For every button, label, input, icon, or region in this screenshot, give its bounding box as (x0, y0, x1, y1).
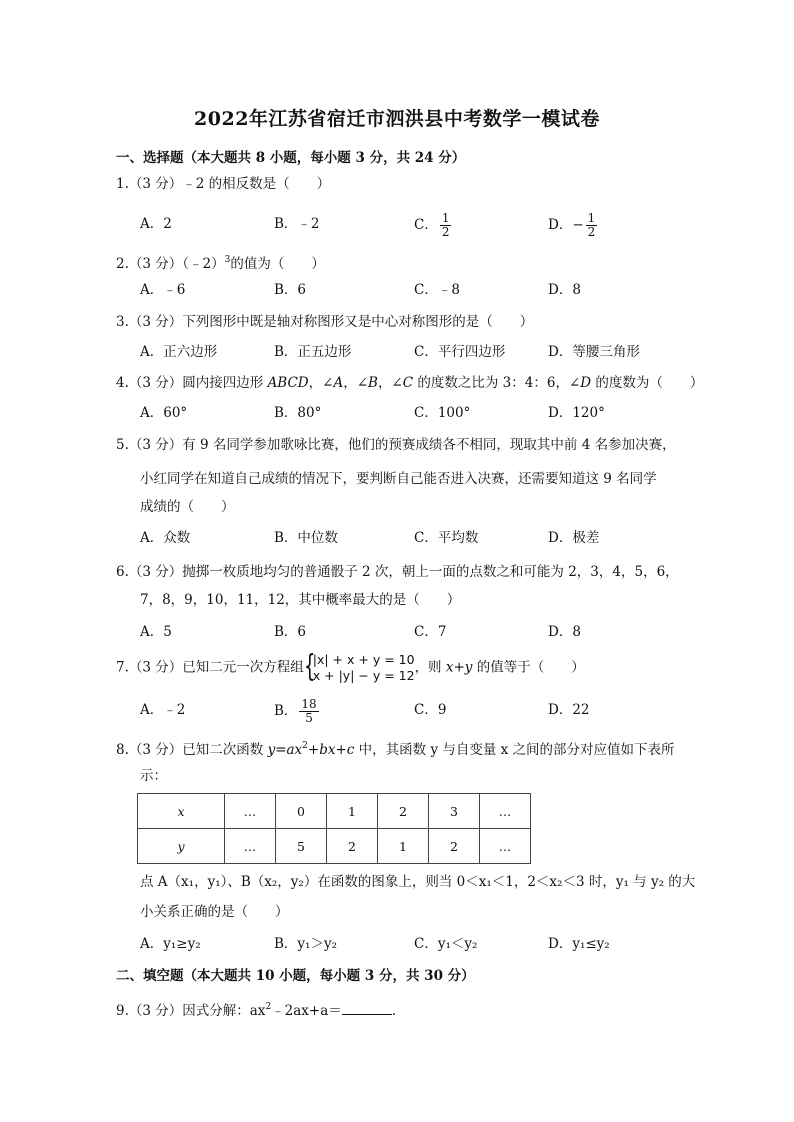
option-b: B． $\frac{18}{5}$ (274, 697, 317, 725)
question-4-stem: 4.（3 分）圆内接四边形 ABCD，∠A，∠B，∠C 的度数之比为 3：4：6，∠D 的度数为（ ） (116, 375, 704, 391)
table-cell: 5 (276, 829, 327, 864)
question-6-options (140, 620, 700, 644)
table-cell: 0 (276, 794, 327, 829)
option-c: C．7 (414, 624, 447, 640)
question-8-stem-line-2: 示： (140, 768, 167, 784)
option-a: A．2 (140, 216, 172, 232)
question-2-options (140, 278, 700, 302)
option-b: B．正五边形 (274, 344, 352, 360)
option-b: B．﹣2 (274, 216, 320, 232)
option-b: B．6 (274, 624, 307, 640)
table-cell: 3 (429, 794, 480, 829)
value-table (137, 793, 531, 864)
option-a: A．60° (140, 405, 188, 421)
equation-system: { |x| + x + y = 10 x + |y| − y = 12 (303, 649, 415, 684)
option-d: D．8 (548, 624, 581, 640)
option-b: B．中位数 (274, 530, 338, 546)
question-5-options (140, 526, 700, 550)
fraction: $\frac{1}{2}$ (587, 211, 596, 239)
table-cell: … (480, 794, 531, 829)
table-cell: y (138, 829, 225, 864)
question-7-stem: 7.（3 分）已知二元一次方程组 { |x| + x + y = 10 x + |y| − y = 12 ，则 x+y 的值等于（ ） (116, 649, 585, 684)
question-3-options (140, 340, 700, 364)
option-d: D．8 (548, 282, 581, 298)
table-row (138, 829, 531, 864)
option-c: C．100° (414, 405, 471, 421)
option-a: A．﹣2 (140, 702, 186, 718)
option-b: B．y₁＞y₂ (274, 936, 337, 952)
option-d: D．等腰三角形 (548, 344, 640, 360)
table-cell: 1 (327, 794, 378, 829)
table-cell: … (225, 829, 276, 864)
table-cell: 2 (327, 829, 378, 864)
option-c: C．平行四边形 (414, 344, 506, 360)
question-8-options (140, 932, 700, 956)
option-c: C．﹣8 (414, 282, 460, 298)
section-heading-choice: 一、选择题（本大题共 8 小题，每小题 3 分，共 24 分） (116, 150, 466, 166)
option-b: B．80° (274, 405, 322, 421)
question-5-stem-line-3: 成绩的（ ） (140, 499, 235, 515)
page-title: 2022年江苏省宿迁市泗洪县中考数学一模试卷 (194, 108, 600, 130)
option-d: D．y₁≤y₂ (548, 936, 610, 952)
option-a: A．5 (140, 624, 172, 640)
option-c: C．9 (414, 702, 447, 718)
option-a: A．﹣6 (140, 282, 186, 298)
option-d: D．120° (548, 405, 605, 421)
option-a: A．众数 (140, 530, 191, 546)
question-3-stem: 3.（3 分）下列图形中既是轴对称图形又是中心对称图形的是（ ） (116, 314, 534, 330)
question-2-stem: 2.（3 分）（﹣2）$^3$的值为（ ） (116, 255, 325, 272)
table-cell: … (480, 829, 531, 864)
option-d: D．− $\frac{1}{2}$ (548, 211, 596, 239)
question-5-stem-line-2: 小红同学在知道自己成绩的情况下，要判断自己能否进入决赛，还需要知道这 9 名同学 (140, 471, 657, 487)
question-1-stem: 1.（3 分）﹣2 的相反数是（ ） (116, 176, 331, 192)
section-heading-fill-in: 二、填空题（本大题共 10 小题，每小题 3 分，共 30 分） (116, 968, 475, 984)
question-4-options (140, 401, 700, 425)
option-b: B．6 (274, 282, 307, 298)
fraction: $\frac{1}{2}$ (441, 211, 450, 239)
question-6-stem-line-2: 7，8，9，10，11，12，其中概率最大的是（ ） (140, 592, 461, 608)
question-6-stem-line-1: 6.（3 分）抛掷一枚质地均匀的普通骰子 2 次，朝上一面的点数之和可能为 2，3，4，5，6， (116, 564, 679, 580)
option-c: C．平均数 (414, 530, 479, 546)
option-c: C． $\frac{1}{2}$ (414, 211, 450, 239)
question-7-options (140, 697, 700, 725)
option-c: C．y₁＜y₂ (414, 936, 478, 952)
option-a: A．正六边形 (140, 344, 218, 360)
table-cell: … (225, 794, 276, 829)
question-8-stem-line-3: 点 A（x₁，y₁）、B（x₂，y₂）在函数的图象上，则当 0＜x₁＜1，2＜x₂＜3 时，y₁ 与 y₂ 的大 (140, 874, 696, 890)
option-a: A．y₁≥y₂ (140, 936, 201, 952)
table-cell: x (138, 794, 225, 829)
option-d: D．22 (548, 702, 590, 718)
question-9-stem: 9.（3 分）因式分解：$ax^2﹣2ax+a=$ . (116, 1002, 397, 1019)
question-8-stem-line-4: 小关系正确的是（ ） (140, 904, 289, 920)
table-cell: 2 (378, 794, 429, 829)
question-8-stem-line-1: 8.（3 分）已知二次函数 $y=ax^2+bx+c$ 中，其函数 y 与自变量 x 之间的部分对应值如下表所 (116, 741, 675, 758)
question-5-stem-line-1: 5.（3 分）有 9 名同学参加歌咏比赛，他们的预赛成绩各不相同，现取其中前 4 名参加决赛， (116, 437, 676, 453)
answer-blank[interactable] (342, 1000, 392, 1015)
table-row (138, 794, 531, 829)
option-d: D．极差 (548, 530, 600, 546)
table-cell: 2 (429, 829, 480, 864)
question-1-options (140, 211, 700, 239)
fraction: $\frac{18}{5}$ (301, 697, 317, 725)
table-cell: 1 (378, 829, 429, 864)
